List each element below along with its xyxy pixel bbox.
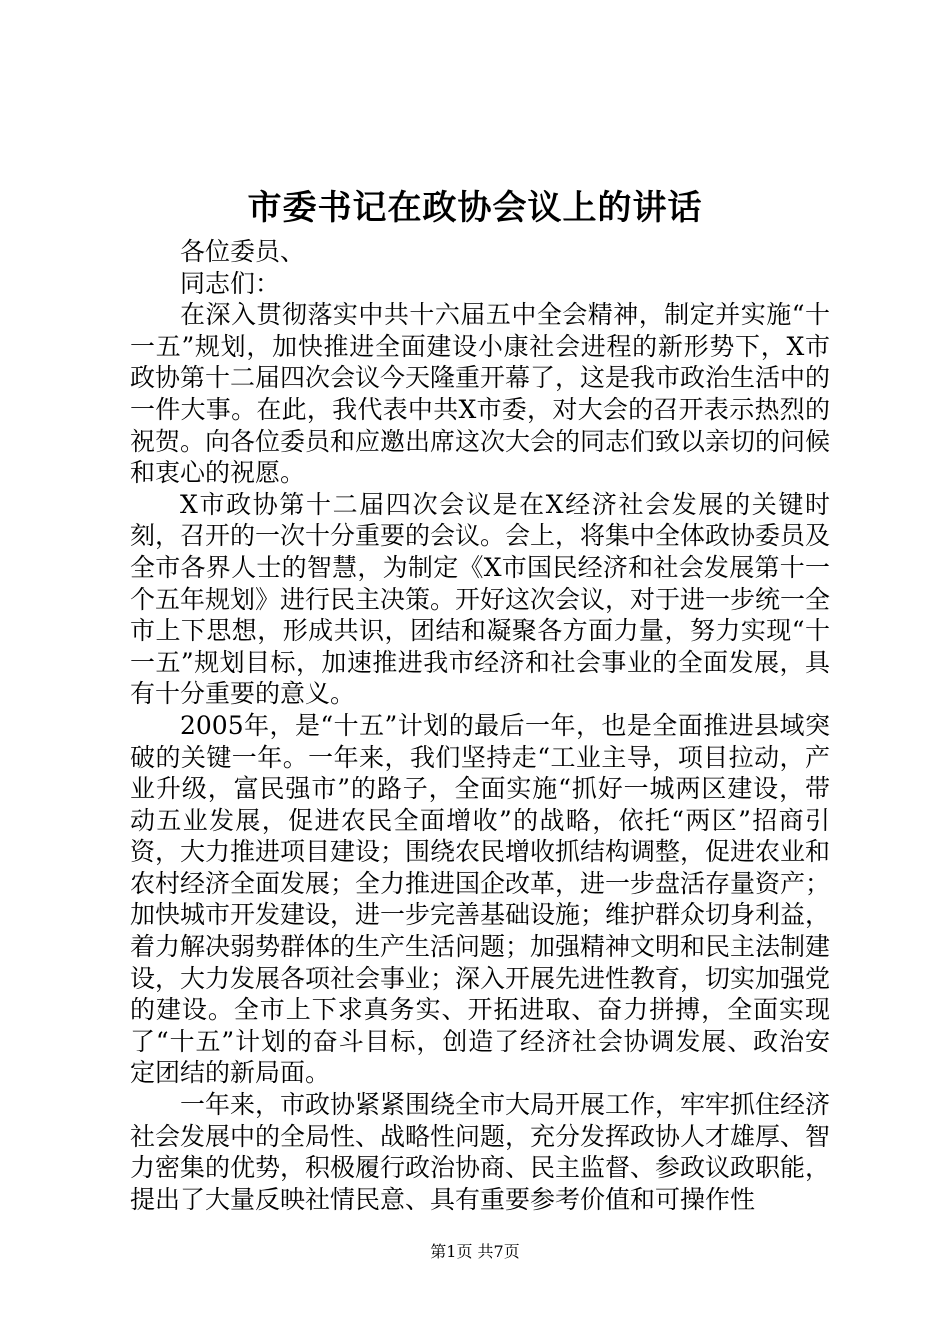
body-paragraph: 在深入贯彻落实中共十六届五中全会精神，制定并实施“十一五”规划，加快推进全面建设小康社会进程的新形势下，X市政协第十二届四次会议今天隆重开幕了，这是我市政治生活中的一件大事。在此，我代表中共X市委，对大会的召开表示热烈的祝贺。向各位委员和应邀出席这次大会的同志们致以亲切的问候和衷心的祝愿。 [130, 300, 831, 488]
salutation-line: 同志们： [180, 268, 281, 298]
document-body [130, 236, 830, 1215]
body-paragraph: X市政协第十二届四次会议是在X经济社会发展的关键时刻，召开的一次十分重要的会议。会上，将集中全体政协委员及全市各界人士的智慧，为制定《X市国民经济和社会发展第十一个五年规划》进行民主决策。开好这次会议，对于进一步统一全市上下思想，形成共识，团结和凝聚各方面力量，努力实现“十一五”规划目标，加速推进我市经济和社会事业的全面发展，具有十分重要的意义。 [130, 489, 831, 709]
page-number-footer: 第1页 共7页 [430, 1242, 520, 1261]
body-paragraph: 2005年，是“十五”计划的最后一年，也是全面推进县域突破的关键一年。一年来，我们坚持走“工业主导，项目拉动，产业升级，富民强市”的路子，全面实施“抓好一城两区建设，带动五业发展，促进农民全面增收”的战略，依托“两区”招商引资，大力推进项目建设；围绕农民增收抓结构调整，促进农业和农村经济全面发展；全力推进国企改革，进一步盘活存量资产；加快城市开发建设，进一步完善基础设施；维护群众切身利益，着力解决弱势群体的生产生活问题；加强精神文明和民主法制建设，大力发展各项社会事业；深入开展先进性教育，切实加强党的建设。全市上下求真务实、开拓进取、奋力拼搏，全面实现了“十五”计划的奋斗目标，创造了经济社会协调发展、政治安定团结的新局面。 [130, 710, 831, 1088]
body-paragraph: 一年来，市政协紧紧围绕全市大局开展工作，牢牢抓住经济社会发展中的全局性、战略性问题，充分发挥政协人才雄厚、智力密集的优势，积极履行政治协商、民主监督、参政议政职能，提出了大量反映社情民意、具有重要参考价值和可操作性 [130, 1090, 831, 1214]
document-title: 市委书记在政协会议上的讲话 [247, 188, 703, 228]
salutation-line: 各位委员、 [180, 237, 306, 266]
